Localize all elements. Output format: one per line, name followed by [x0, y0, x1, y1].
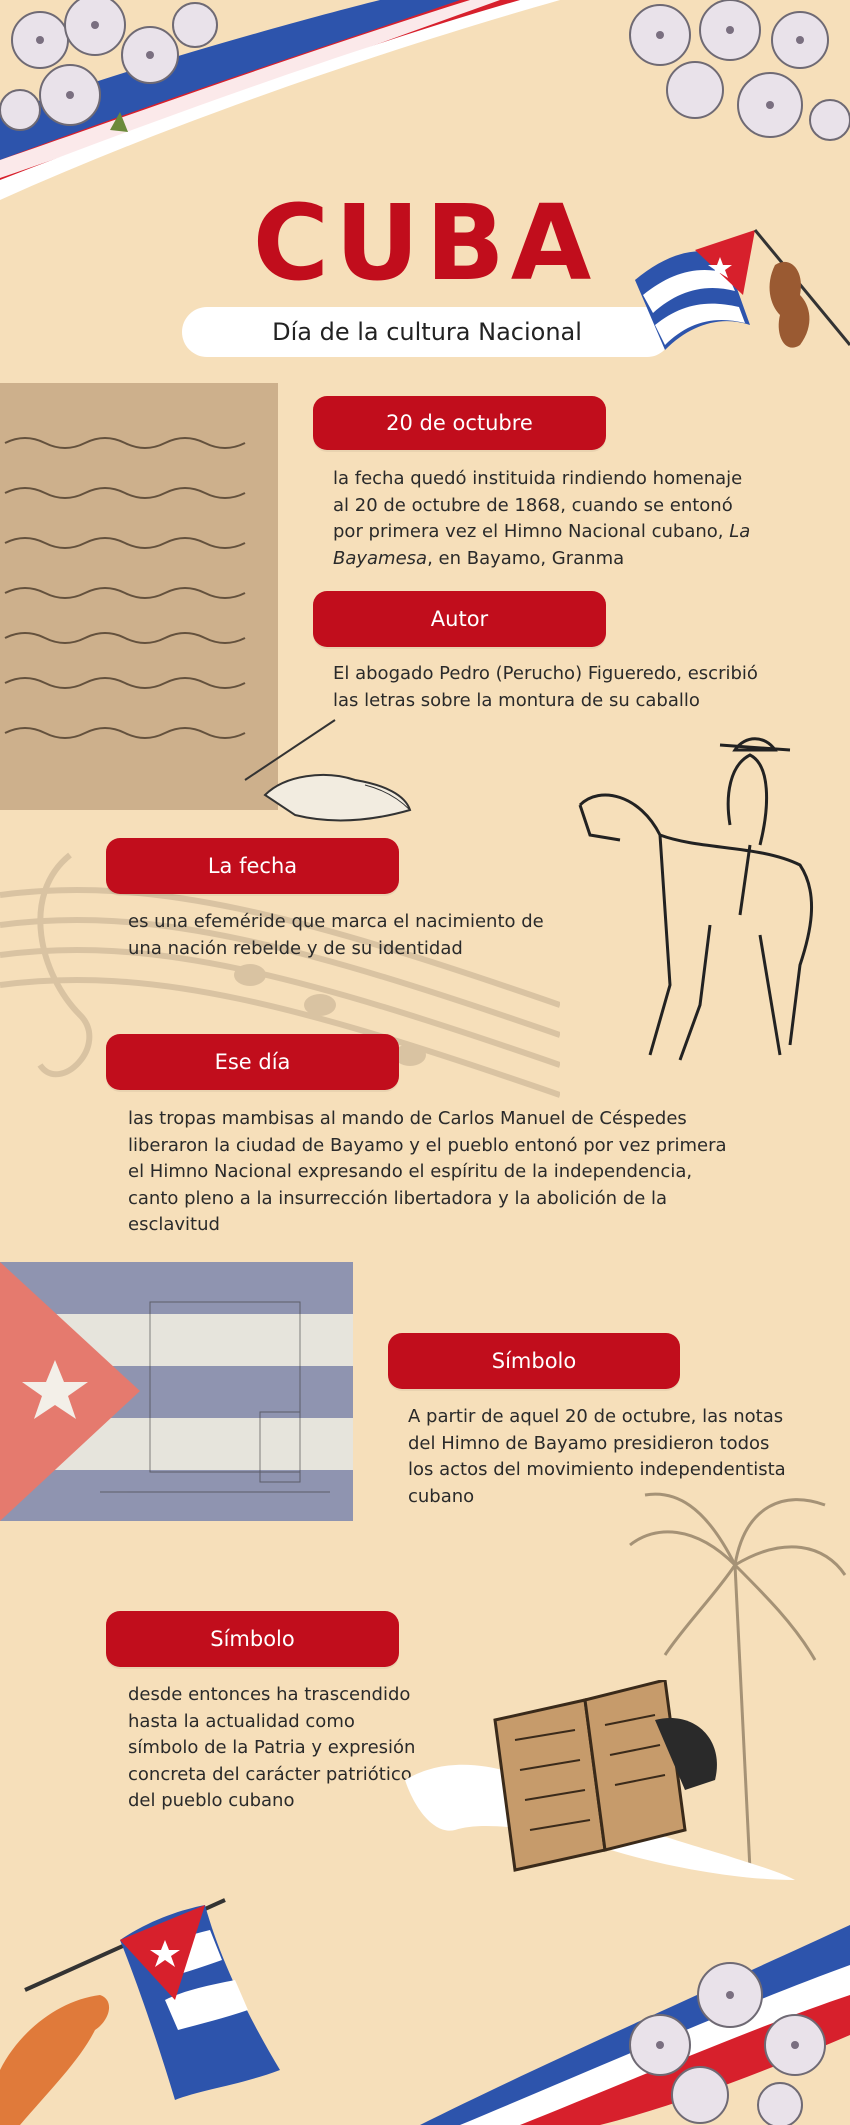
page-title: CUBA [252, 182, 598, 304]
section-text-simbolo-1: A partir de aquel 20 de octubre, las notas del Himno de Bayamo presidieron todos los actos del movimiento independentista cubano [408, 1406, 786, 1507]
section-label-simbolo-1: Símbolo [388, 1333, 680, 1389]
section-label-ese-dia: Ese día [106, 1034, 399, 1090]
page-subtitle: Día de la cultura Nacional [182, 307, 672, 357]
section-label-simbolo-2: Símbolo [106, 1611, 399, 1667]
section-text-ese-dia: las tropas mambisas al mando de Carlos Manuel de Céspedes liberaron la ciudad de Bayamo y el pueblo entonó por vez primera el Himno Nacional expresando el espíritu de la independencia, canto pleno a la insurrección libertadora y la abolición de la esclavitud [128, 1108, 727, 1235]
section-text-part: la fecha quedó instituida rindiendo homenaje al 20 de octubre de 1868, cuando se entonó por primera vez el Himno Nacional cubano, [333, 468, 743, 542]
section-label-autor: Autor [313, 591, 606, 647]
section-text-la-fecha: es una efeméride que marca el nacimiento de una nación rebelde y de su identidad [128, 911, 544, 959]
quill-hand-icon [225, 700, 415, 840]
section-label-fecha-20-octubre: 20 de octubre [313, 396, 606, 450]
section-text-part: , en Bayamo, Granma [427, 547, 625, 569]
section-text-autor: El abogado Pedro (Perucho) Figueredo, escribió las letras sobre la montura de su caballo [333, 663, 758, 711]
horse-rider-icon [560, 725, 850, 1070]
cuban-flag-icon [0, 1890, 300, 2125]
book-icon [395, 1680, 835, 1890]
flower-icon [0, 0, 240, 150]
flower-icon [620, 0, 850, 170]
flower-icon [620, 1935, 850, 2125]
section-text-italic: La Bayamesa [333, 521, 751, 569]
section-text-fecha-20-octubre [333, 466, 763, 572]
section-text-simbolo-2: desde entonces ha trascendido hasta la actualidad como símbolo de la Patria y expresión concreta del carácter patriótico del pueblo cubano [128, 1684, 416, 1811]
flag-collage-image [0, 1262, 353, 1521]
section-label-la-fecha: La fecha [106, 838, 399, 894]
cuban-flag-icon [625, 225, 850, 400]
